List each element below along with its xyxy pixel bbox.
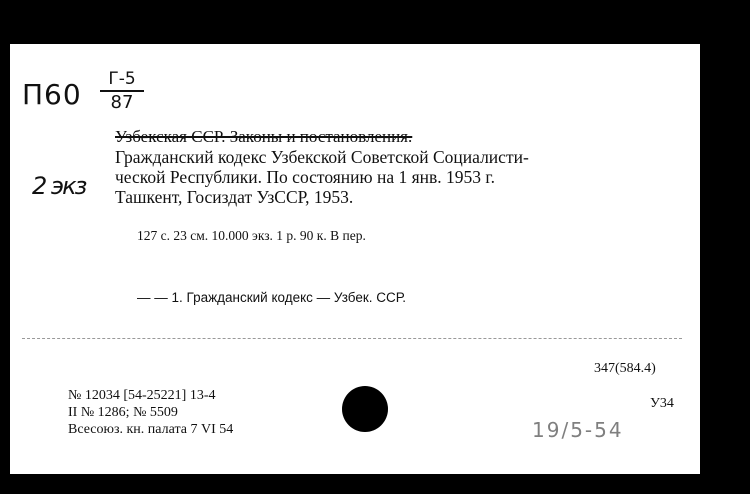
- scan-border: [0, 0, 10, 494]
- title-line-1: Гражданский кодекс Узбекской Советской Социалисти-: [115, 147, 529, 167]
- title-line-2: ческой Республики. По состоянию на 1 янв. 1953 г.: [115, 167, 495, 187]
- shelf-fraction: [100, 70, 144, 112]
- punch-hole: [342, 386, 388, 432]
- shelf-fraction-numerator: Г-5: [108, 69, 136, 89]
- handwritten-note: 2 экз: [32, 172, 86, 200]
- shelf-mark: П60: [22, 78, 82, 111]
- footer-block: [68, 387, 233, 438]
- footer-line-2: II № 1286; № 5509: [68, 405, 178, 420]
- title-block: [115, 147, 685, 207]
- cutter-number: У34: [650, 396, 674, 411]
- subject-entry: — — 1. Гражданский кодекс — Узбек. ССР.: [137, 290, 406, 305]
- title-line-3: Ташкент, Госиздат УзССР, 1953.: [115, 187, 354, 207]
- shelf-fraction-denominator: 87: [110, 92, 134, 113]
- footer-line-3: Всесоюз. кн. палата 7 VI 54: [68, 422, 234, 437]
- footer-line-1: № 12034 [54-25221] 13-4: [68, 388, 216, 403]
- crossed-heading: Узбекская ССР. Законы и постановления.: [115, 127, 413, 146]
- divider: [22, 338, 682, 339]
- physical-description: 127 с. 23 см. 10.000 экз. 1 р. 90 к. В пер.: [137, 228, 366, 243]
- classification-code: 347(584.4): [594, 361, 656, 376]
- date-stamp: 19/5-54: [532, 418, 624, 442]
